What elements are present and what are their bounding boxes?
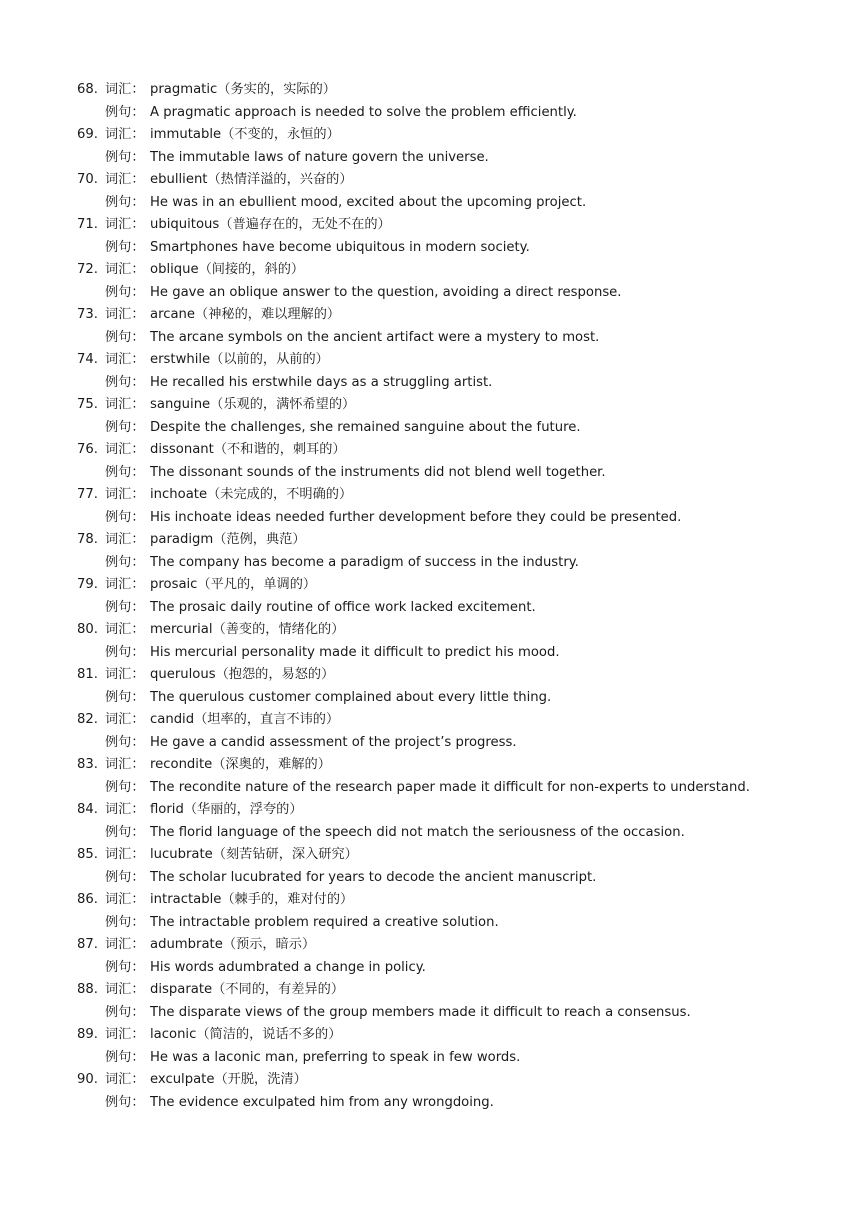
entry-number: 78. <box>77 532 98 547</box>
vocab-entry <box>0 709 860 754</box>
example-sentence: His words adumbrated a change in policy. <box>150 959 426 975</box>
vocab-word: arcane（神秘的，难以理解的） <box>150 307 341 322</box>
example-line <box>0 552 860 575</box>
example-line <box>0 372 860 395</box>
vocab-label: 词汇： <box>105 127 145 142</box>
vocab-word: candid（坦率的，直言不讳的） <box>150 712 340 727</box>
vocab-line <box>0 889 860 912</box>
entry-number: 82. <box>77 712 98 727</box>
vocab-word: inchoate（未完成的，不明确的） <box>150 487 353 502</box>
vocab-line <box>0 754 860 777</box>
vocab-word: paradigm（范例，典范） <box>150 532 306 547</box>
vocab-line <box>0 529 860 552</box>
entry-number: 86. <box>77 892 98 907</box>
example-line <box>0 822 860 845</box>
vocab-label: 词汇： <box>105 1027 145 1042</box>
vocab-entry <box>0 349 860 394</box>
vocab-word: mercurial（善变的，情绪化的） <box>150 622 345 637</box>
example-line <box>0 957 860 980</box>
vocab-entry <box>0 394 860 439</box>
example-sentence: He gave a candid assessment of the project’s progress. <box>150 734 517 750</box>
example-line <box>0 1092 860 1115</box>
example-line <box>0 642 860 665</box>
example-label: 例句： <box>105 374 145 390</box>
example-sentence: He gave an oblique answer to the question, avoiding a direct response. <box>150 284 622 300</box>
example-label: 例句： <box>105 599 145 615</box>
vocab-label: 词汇： <box>105 622 145 637</box>
vocab-line <box>0 394 860 417</box>
example-sentence: The scholar lucubrated for years to decode the ancient manuscript. <box>150 869 597 885</box>
vocab-entry <box>0 889 860 934</box>
vocab-line <box>0 799 860 822</box>
example-label: 例句： <box>105 734 145 750</box>
example-sentence: The evidence exculpated him from any wrongdoing. <box>150 1094 494 1110</box>
vocab-line <box>0 439 860 462</box>
vocab-entry <box>0 79 860 124</box>
vocab-label: 词汇： <box>105 577 145 592</box>
entry-number: 73. <box>77 307 98 322</box>
vocab-word: sanguine（乐观的，满怀希望的） <box>150 397 356 412</box>
example-label: 例句： <box>105 779 145 795</box>
vocab-label: 词汇： <box>105 847 145 862</box>
vocab-entry <box>0 619 860 664</box>
example-line <box>0 687 860 710</box>
entry-number: 89. <box>77 1027 98 1042</box>
example-label: 例句： <box>105 689 145 705</box>
vocab-entry <box>0 529 860 574</box>
example-label: 例句： <box>105 239 145 255</box>
entry-number: 71. <box>77 217 98 232</box>
vocab-line <box>0 979 860 1002</box>
example-line <box>0 417 860 440</box>
vocab-entry <box>0 484 860 529</box>
vocab-line <box>0 124 860 147</box>
example-label: 例句： <box>105 329 145 345</box>
vocab-entry <box>0 124 860 169</box>
example-sentence: His mercurial personality made it difficult to predict his mood. <box>150 644 560 660</box>
vocab-entry <box>0 1024 860 1069</box>
vocab-entry <box>0 934 860 979</box>
example-line <box>0 462 860 485</box>
vocab-entry <box>0 214 860 259</box>
example-line <box>0 867 860 890</box>
example-label: 例句： <box>105 1049 145 1065</box>
vocabulary-list <box>0 79 860 1114</box>
vocab-label: 词汇： <box>105 487 145 502</box>
example-sentence: The immutable laws of nature govern the universe. <box>150 149 489 165</box>
vocab-word: ubiquitous（普遍存在的，无处不在的） <box>150 217 391 232</box>
vocab-word: laconic（简洁的，说话不多的） <box>150 1027 342 1042</box>
vocab-label: 词汇： <box>105 217 145 232</box>
example-sentence: He was a laconic man, preferring to speak in few words. <box>150 1049 521 1065</box>
example-sentence: The intractable problem required a creative solution. <box>150 914 499 930</box>
example-label: 例句： <box>105 284 145 300</box>
example-sentence: He recalled his erstwhile days as a struggling artist. <box>150 374 493 390</box>
example-label: 例句： <box>105 824 145 840</box>
example-line <box>0 192 860 215</box>
vocab-word: oblique（间接的，斜的） <box>150 262 305 277</box>
example-label: 例句： <box>105 149 145 165</box>
example-sentence: The florid language of the speech did not match the seriousness of the occasion. <box>150 824 685 840</box>
vocab-label: 词汇： <box>105 397 145 412</box>
entry-number: 72. <box>77 262 98 277</box>
example-sentence: The dissonant sounds of the instruments did not blend well together. <box>150 464 606 480</box>
example-line <box>0 102 860 125</box>
example-label: 例句： <box>105 1094 145 1110</box>
vocab-entry <box>0 439 860 484</box>
vocab-label: 词汇： <box>105 712 145 727</box>
vocab-word: pragmatic（务实的，实际的） <box>150 82 336 97</box>
entry-number: 77. <box>77 487 98 502</box>
vocab-word: querulous（抱怨的，易怒的） <box>150 667 335 682</box>
entry-number: 69. <box>77 127 98 142</box>
example-line <box>0 597 860 620</box>
example-line <box>0 147 860 170</box>
vocab-word: lucubrate（刻苦钻研，深入研究） <box>150 847 358 862</box>
entry-number: 70. <box>77 172 98 187</box>
vocab-word: erstwhile（以前的，从前的） <box>150 352 329 367</box>
vocab-entry <box>0 754 860 799</box>
vocab-word: immutable（不变的，永恒的） <box>150 127 340 142</box>
vocab-entry <box>0 169 860 214</box>
example-label: 例句： <box>105 554 145 570</box>
vocab-word: ebullient（热情洋溢的，兴奋的） <box>150 172 353 187</box>
vocab-line <box>0 259 860 282</box>
vocab-line <box>0 484 860 507</box>
entry-number: 79. <box>77 577 98 592</box>
example-sentence: The company has become a paradigm of success in the industry. <box>150 554 579 570</box>
example-line <box>0 237 860 260</box>
example-sentence: The arcane symbols on the ancient artifact were a mystery to most. <box>150 329 600 345</box>
example-sentence: Despite the challenges, she remained sanguine about the future. <box>150 419 581 435</box>
vocab-line <box>0 349 860 372</box>
example-sentence: The disparate views of the group members made it difficult to reach a consensus. <box>150 1004 691 1020</box>
example-line <box>0 327 860 350</box>
vocab-word: recondite（深奥的，难解的） <box>150 757 331 772</box>
vocab-word: exculpate（开脱，洗清） <box>150 1072 307 1087</box>
example-line <box>0 777 860 800</box>
entry-number: 75. <box>77 397 98 412</box>
vocab-label: 词汇： <box>105 667 145 682</box>
example-sentence: The querulous customer complained about every little thing. <box>150 689 552 705</box>
vocab-word: dissonant（不和谐的，刺耳的） <box>150 442 346 457</box>
vocab-label: 词汇： <box>105 307 145 322</box>
vocab-label: 词汇： <box>105 262 145 277</box>
example-label: 例句： <box>105 959 145 975</box>
vocab-word: disparate（不同的，有差异的） <box>150 982 345 997</box>
vocab-label: 词汇： <box>105 442 145 457</box>
vocab-entry <box>0 979 860 1024</box>
example-sentence: The prosaic daily routine of office work lacked excitement. <box>150 599 536 615</box>
vocab-entry <box>0 664 860 709</box>
vocab-line <box>0 574 860 597</box>
vocab-label: 词汇： <box>105 937 145 952</box>
vocab-entry <box>0 259 860 304</box>
example-sentence: A pragmatic approach is needed to solve the problem efficiently. <box>150 104 577 120</box>
example-label: 例句： <box>105 644 145 660</box>
entry-number: 68. <box>77 82 98 97</box>
vocab-label: 词汇： <box>105 757 145 772</box>
vocab-label: 词汇： <box>105 352 145 367</box>
vocab-label: 词汇： <box>105 172 145 187</box>
vocab-line <box>0 664 860 687</box>
example-sentence: He was in an ebullient mood, excited about the upcoming project. <box>150 194 587 210</box>
example-line <box>0 1047 860 1070</box>
vocab-label: 词汇： <box>105 802 145 817</box>
vocab-word: adumbrate（预示，暗示） <box>150 937 316 952</box>
entry-number: 84. <box>77 802 98 817</box>
example-line <box>0 507 860 530</box>
vocab-word: florid（华丽的，浮夸的） <box>150 802 303 817</box>
example-label: 例句： <box>105 914 145 930</box>
entry-number: 80. <box>77 622 98 637</box>
vocab-label: 词汇： <box>105 82 145 97</box>
entry-number: 74. <box>77 352 98 367</box>
example-line <box>0 282 860 305</box>
entry-number: 76. <box>77 442 98 457</box>
vocab-line <box>0 709 860 732</box>
entry-number: 88. <box>77 982 98 997</box>
vocab-line <box>0 304 860 327</box>
vocab-entry <box>0 799 860 844</box>
example-label: 例句： <box>105 194 145 210</box>
example-sentence: His inchoate ideas needed further development before they could be presented. <box>150 509 682 525</box>
entry-number: 85. <box>77 847 98 862</box>
entry-number: 87. <box>77 937 98 952</box>
entry-number: 90. <box>77 1072 98 1087</box>
vocab-word: prosaic（平凡的，单调的） <box>150 577 317 592</box>
example-label: 例句： <box>105 104 145 120</box>
vocab-line <box>0 844 860 867</box>
example-line <box>0 732 860 755</box>
entry-number: 81. <box>77 667 98 682</box>
example-label: 例句： <box>105 1004 145 1020</box>
vocab-label: 词汇： <box>105 532 145 547</box>
vocab-entry <box>0 304 860 349</box>
example-line <box>0 1002 860 1025</box>
example-line <box>0 912 860 935</box>
vocab-entry <box>0 1069 860 1114</box>
example-label: 例句： <box>105 869 145 885</box>
example-sentence: Smartphones have become ubiquitous in modern society. <box>150 239 530 255</box>
vocab-line <box>0 934 860 957</box>
vocab-line <box>0 214 860 237</box>
vocab-line <box>0 619 860 642</box>
vocab-line <box>0 1024 860 1047</box>
vocab-line <box>0 79 860 102</box>
example-label: 例句： <box>105 419 145 435</box>
vocab-entry <box>0 574 860 619</box>
entry-number: 83. <box>77 757 98 772</box>
vocab-label: 词汇： <box>105 982 145 997</box>
vocab-line <box>0 1069 860 1092</box>
vocab-line <box>0 169 860 192</box>
example-sentence: The recondite nature of the research paper made it difficult for non-experts to understand. <box>150 779 750 795</box>
vocab-label: 词汇： <box>105 892 145 907</box>
example-label: 例句： <box>105 509 145 525</box>
example-label: 例句： <box>105 464 145 480</box>
vocab-entry <box>0 844 860 889</box>
vocab-label: 词汇： <box>105 1072 145 1087</box>
vocab-word: intractable（棘手的，难对付的） <box>150 892 354 907</box>
